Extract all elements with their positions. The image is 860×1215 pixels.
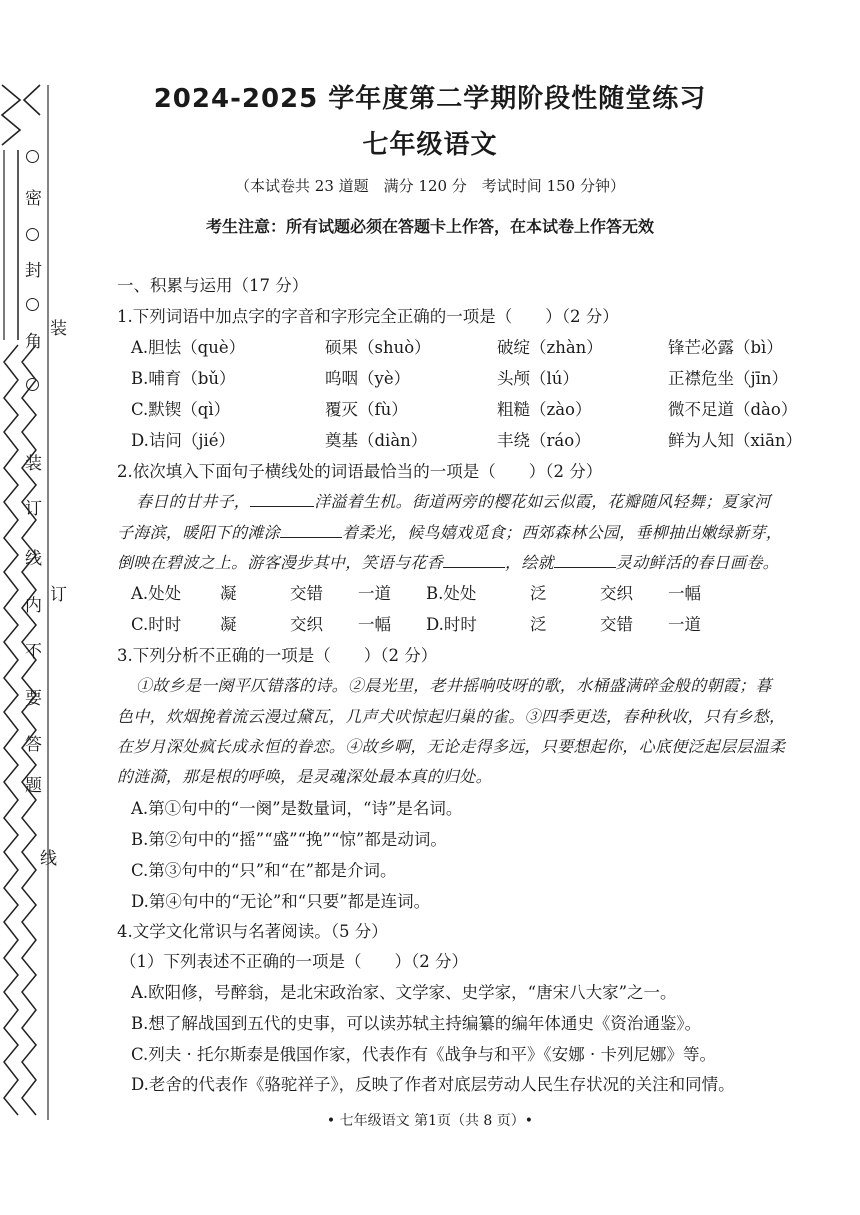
q1-d-2: 奠基（diàn） — [325, 431, 428, 450]
q2-opt-d-1: D.时时 — [426, 615, 477, 634]
q2-opt-b-3: 交织 — [600, 584, 633, 603]
binding-char-bu: 不 — [25, 642, 42, 662]
q1-b-4: 正襟危坐（jīn） — [668, 369, 789, 388]
q1-b-2: 呜咽（yè） — [325, 369, 411, 388]
q2-opt-b-4: 一幅 — [668, 584, 701, 603]
q3-option-c: C.第③句中的“只”和“在”都是介词。 — [131, 861, 397, 880]
q4-sub1-stem: （1）下列表述不正确的一项是（ ）（2 分） — [120, 952, 468, 971]
exam-info: （本试卷共 23 道题 满分 120 分 考试时间 150 分钟） — [235, 177, 625, 195]
q2-blank-2 — [280, 523, 342, 538]
q2-opt-c-2: 凝 — [220, 615, 237, 634]
binding-char-ti: 题 — [25, 776, 42, 796]
q2-text-3a: 倒映在碧波之上。游客漫步其中，笑语与花香 — [117, 553, 444, 572]
q4-option-c: C.列夫 · 托尔斯泰是俄国作家，代表作有《战争与和平》《安娜 · 卡列尼娜》等。 — [131, 1045, 717, 1064]
q2-stem: 2.依次填入下面句子横线处的词语最恰当的一项是（ ）（2 分） — [117, 462, 603, 481]
exam-notice: 考生注意：所有试题必须在答题卡上作答，在本试卷上作答无效 — [205, 217, 654, 236]
binding-char-jiao: 角 — [25, 332, 42, 352]
binding-char-feng: 封 — [25, 261, 42, 281]
q3-option-d: D.第④句中的“无论”和“只要”都是连词。 — [131, 892, 431, 911]
q2-text-3b: ，绘就 — [505, 553, 554, 572]
q3-passage-line-1: ①故乡是一阕平仄错落的诗。②晨光里，老井摇响吱呀的歌，水桶盛满碎金般的朝霞；暮 — [136, 676, 772, 695]
q1-b-3: 头颅（lú） — [497, 369, 579, 388]
q3-option-b: B.第②句中的“摇”“盛”“挽”“惊”都是动词。 — [131, 830, 447, 849]
q2-opt-a-1: A.处处 — [131, 584, 182, 603]
binding-char-zhuang: 装 — [25, 454, 42, 474]
q1-a-1: A.胆怯（què） — [131, 338, 246, 357]
binding-char-yao: 要 — [25, 689, 42, 709]
q3-passage-line-4: 的涟漪，那是根的呼唤，是灵魂深处最本真的归处。 — [117, 767, 492, 786]
q3-passage-line-2: 色中，炊烟挽着流云漫过黛瓦，几声犬吠惊起归巢的雀。③四季更迭，春种秋收，只有乡愁， — [117, 707, 786, 726]
binding-char-da: 答 — [25, 735, 42, 755]
q1-a-2: 硕果（shuò） — [325, 338, 431, 357]
q2-opt-d-3: 交错 — [600, 615, 633, 634]
q2-opt-c-1: C.时时 — [131, 615, 182, 634]
q1-d-1: D.诘问（jié） — [131, 431, 236, 450]
q2-blank-4 — [554, 553, 616, 568]
q2-passage-line-3 — [117, 550, 779, 573]
q1-b-1: B.哺育（bǔ） — [131, 369, 236, 388]
binding-hole-3 — [26, 298, 39, 311]
page-footer: • 七年级语文 第1页（共 8 页）• — [326, 1113, 534, 1129]
q4-option-a: A.欧阳修，号醉翁，是北宋政治家、文学家、史学家，“唐宋八大家”之一。 — [131, 983, 677, 1002]
q1-d-4: 鲜为人知（xiān） — [668, 431, 803, 450]
q3-option-a: A.第①句中的“一阕”是数量词，“诗”是名词。 — [131, 799, 463, 818]
q2-opt-d-2: 泛 — [530, 615, 547, 634]
q3-stem: 3.下列分析不正确的一项是（ ）（2 分） — [117, 646, 438, 665]
binding-hole-4 — [26, 378, 39, 391]
q2-text-1b: 洋溢着生机。街道两旁的樱花如云似霞，花瓣随风轻舞；夏家河 — [314, 492, 771, 511]
q2-opt-a-2: 凝 — [220, 584, 237, 603]
q4-option-d: D.老舍的代表作《骆驼祥子》，反映了作者对底层劳动人民生存状况的关注和同情。 — [131, 1075, 735, 1094]
q1-c-3: 粗糙（zào） — [497, 400, 592, 419]
q4-option-b: B.想了解战国到五代的史事，可以读苏轼主持编纂的编年体通史《资治通鉴》。 — [131, 1014, 702, 1033]
q3-passage-line-3: 在岁月深处疯长成永恒的眷恋。④故乡啊，无论走得多远，只要想起你，心底便泛起层层温柔 — [117, 737, 786, 756]
binding-char-zhuang-outer: 装 — [50, 319, 67, 339]
q2-opt-d-4: 一道 — [668, 615, 701, 634]
q2-passage-line-1 — [136, 489, 771, 512]
binding-char-mi: 密 — [25, 189, 42, 209]
q1-c-2: 覆灭（fù） — [325, 400, 408, 419]
q2-blank-1 — [250, 492, 314, 507]
q2-blank-3 — [443, 553, 505, 568]
q1-stem: 1.下列词语中加点字的字音和字形完全正确的一项是（ ）（2 分） — [117, 307, 619, 326]
q1-c-1: C.默锲（qì） — [131, 400, 231, 419]
q2-opt-b-1: B.处处 — [426, 584, 477, 603]
q1-a-3: 破绽（zhàn） — [497, 338, 603, 357]
q2-text-1a: 春日的甘井子， — [136, 492, 251, 511]
binding-char-ding-outer: 订 — [50, 585, 67, 605]
q2-opt-c-3: 交织 — [290, 615, 323, 634]
q2-opt-a-3: 交错 — [290, 584, 323, 603]
binding-char-ding: 订 — [25, 499, 42, 519]
q1-c-4: 微不足道（dào） — [668, 400, 798, 419]
subject-title: 七年级语文 — [362, 130, 498, 160]
binding-char-xian-outer: 线 — [40, 849, 57, 869]
section-1-title: 一、积累与运用（17 分） — [117, 276, 309, 295]
page-title: 2024-2025 学年度第二学期阶段性随堂练习 — [153, 84, 707, 114]
binding-char-xian: 线 — [25, 549, 42, 569]
q2-text-3c: 灵动鲜活的春日画卷。 — [615, 553, 779, 572]
q1-d-3: 丰绕（ráo） — [497, 431, 591, 450]
q2-opt-a-4: 一道 — [358, 584, 391, 603]
q1-a-4: 锋芒必露（bì） — [668, 338, 783, 357]
q2-passage-line-2 — [117, 520, 782, 543]
q2-text-2a: 子海滨，暖阳下的滩涂 — [117, 523, 281, 542]
q2-opt-b-2: 泛 — [530, 584, 547, 603]
q4-stem: 4.文学文化常识与名著阅读。（5 分） — [117, 922, 388, 941]
q2-opt-c-4: 一幅 — [358, 615, 391, 634]
binding-char-nei: 内 — [25, 596, 42, 616]
q2-text-2b: 着柔光，候鸟嬉戏觅食；西郊森林公园，垂柳抽出嫩绿新芽， — [342, 523, 783, 542]
